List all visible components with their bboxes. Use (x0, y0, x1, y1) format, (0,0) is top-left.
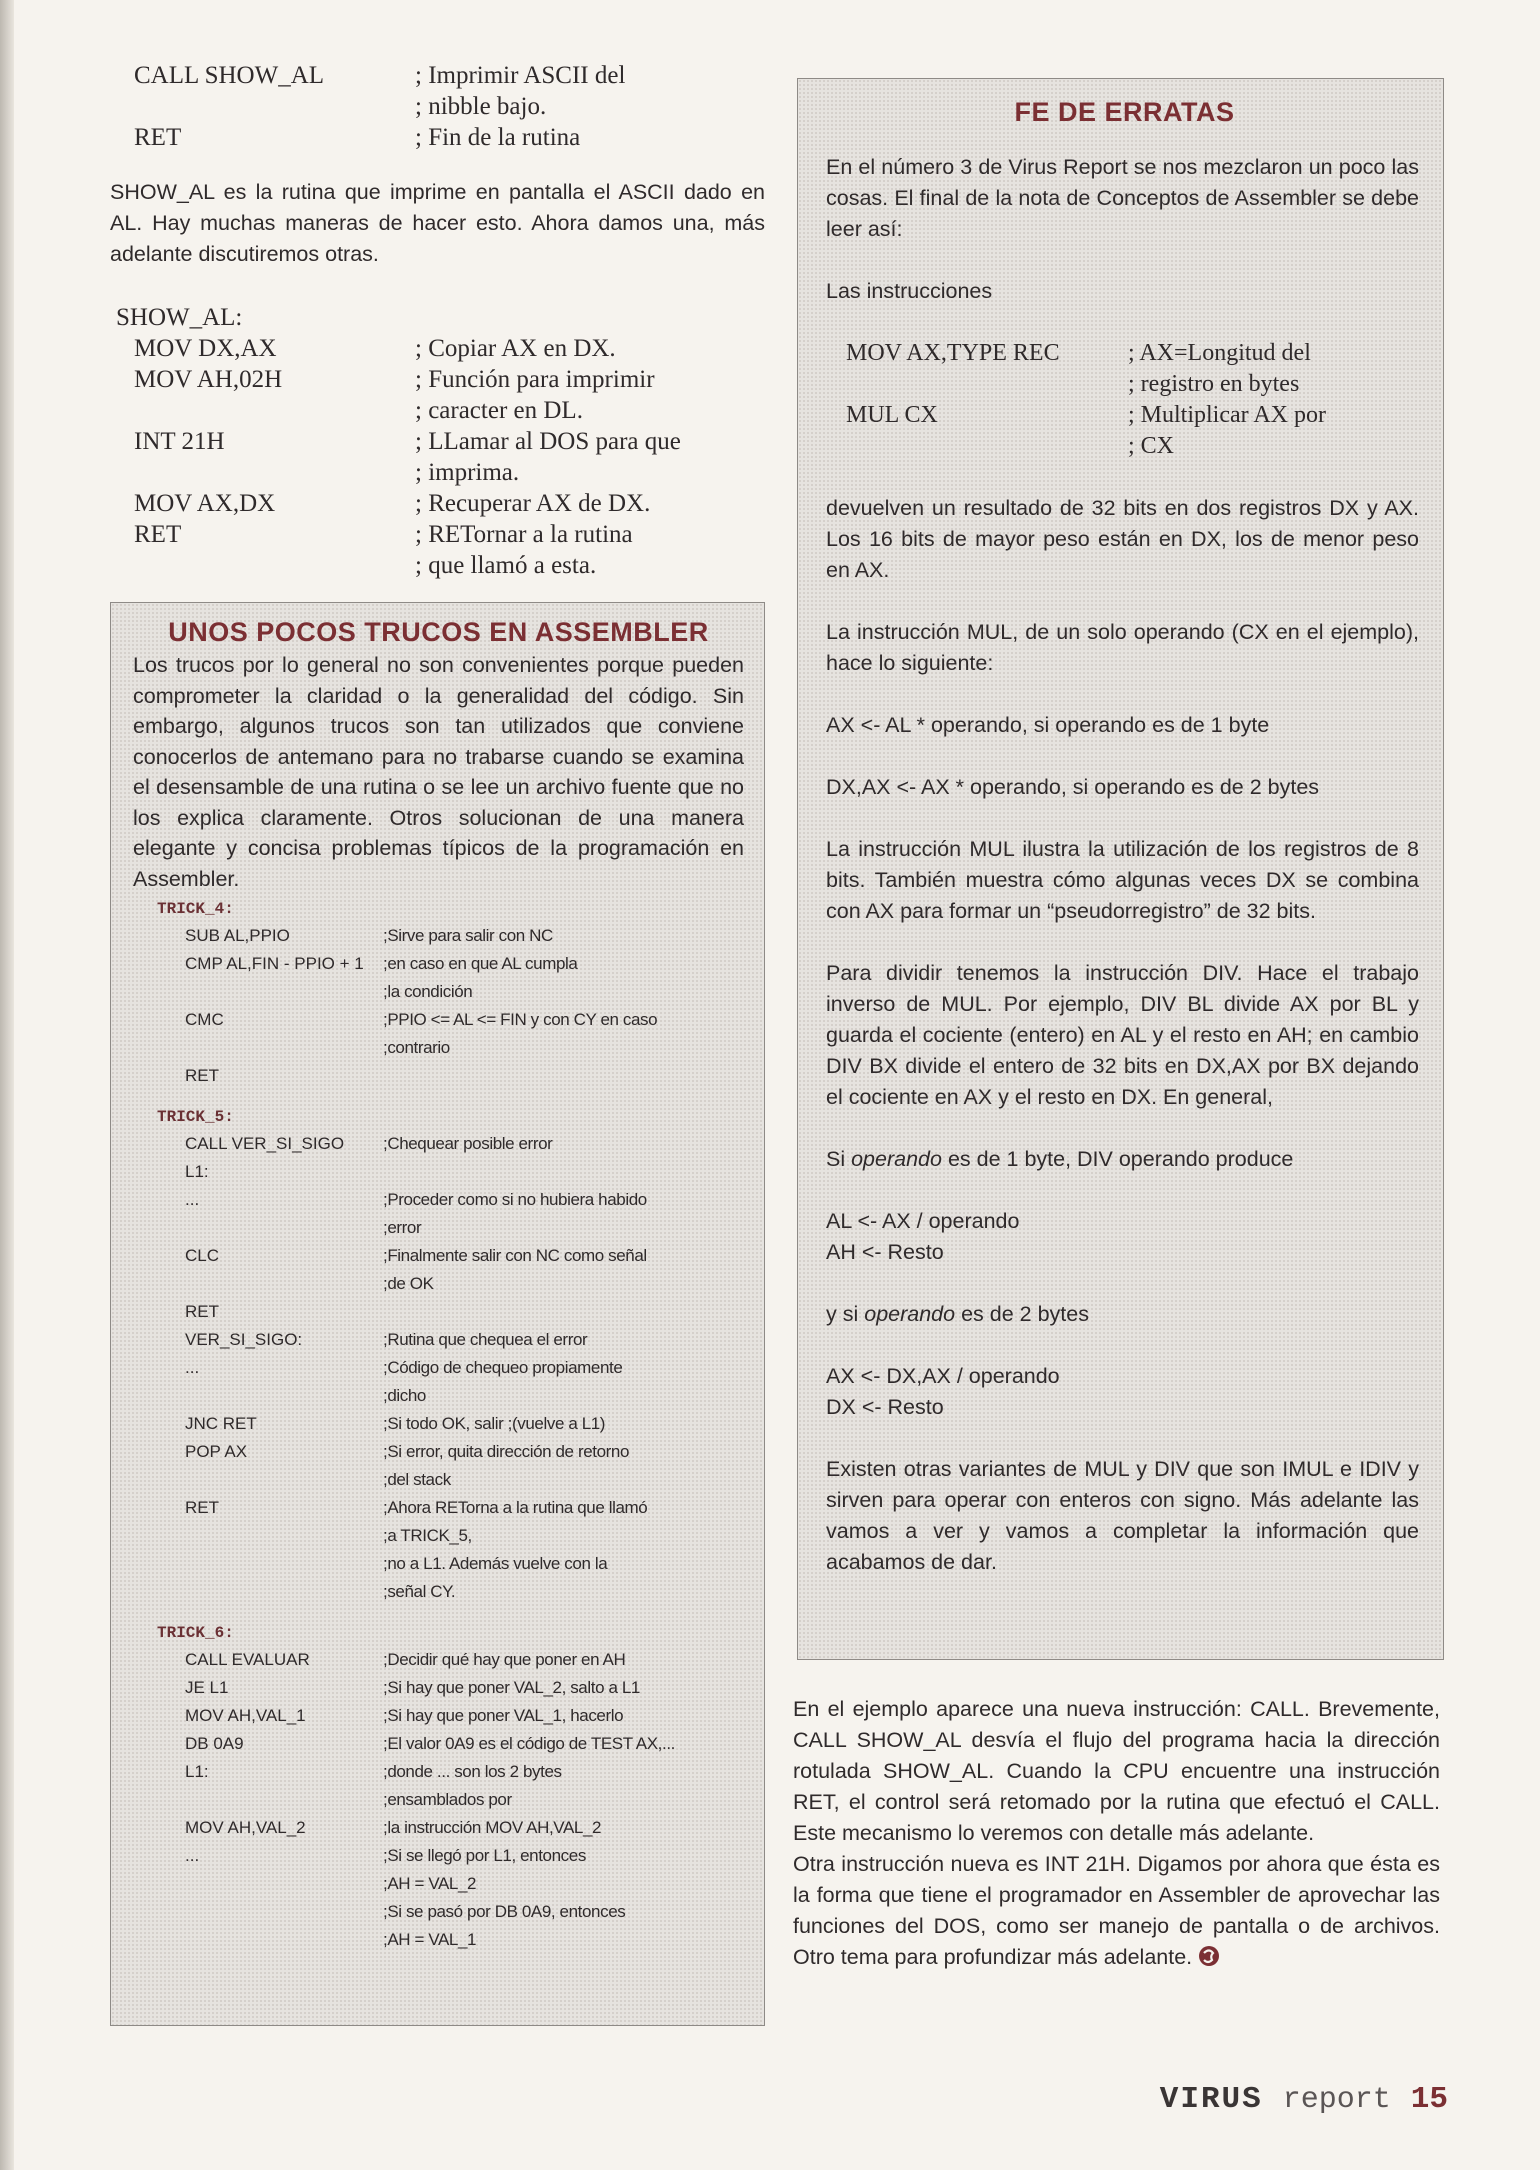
trick-instruction: JNC RET (185, 1414, 257, 1433)
errata-code-instruction (846, 369, 1128, 400)
trick-label: TRICK_6: (157, 1624, 234, 1642)
errata-p4: La instrucción MUL, de un solo operando (CX en el ejemplo), hace lo siguiente: (826, 620, 1419, 675)
errata-code-comment: ; AX=Longitud del (1128, 340, 1311, 366)
trick-code-row (133, 1730, 744, 1758)
trick-comment: ;no a L1. Además vuelve con la (383, 1554, 608, 1573)
errata-code-instruction (846, 431, 1128, 462)
trick-instruction: CALL EVALUAR (185, 1650, 310, 1669)
show-al-code-comment: ; caracter en DL. (415, 397, 583, 424)
trick-comment: ;error (383, 1218, 422, 1237)
top-code-comment: ; Fin de la rutina (415, 124, 581, 151)
show-al-code-instruction: MOV AH,02H (134, 366, 283, 393)
trick-code-row (133, 1646, 744, 1674)
page-binding-edge (0, 0, 14, 2170)
trick-code-row (133, 1062, 744, 1090)
trick-comment: ;Si hay que poner VAL_1, hacerlo (383, 1706, 624, 1725)
trick-comment: ;Ahora RETorna a la rutina que llamó (383, 1498, 648, 1517)
trick-code-row (133, 1270, 744, 1298)
trick-code-row (133, 1786, 744, 1814)
trick-code-row (133, 978, 744, 1006)
tricks-intro-text: Los trucos por lo general no son convenientes porque pueden comprometer la claridad o la generalidad del código. Sin embargo, algunos trucos son tan utilizados que conviene conocerlos de antemano para no trabarse cuando se examina el desensamble de una rutina o se lee un archivo fuente que no los explica claramente. Otros solucionan de una manera elegante y concisa problemas típicos de la programación en Assembler. (133, 653, 744, 891)
left-column (110, 60, 770, 581)
errata-code-comment: ; CX (1128, 433, 1175, 459)
show-al-code-comment: ; Copiar AX en DX. (415, 335, 616, 362)
show-al-code-instruction (110, 395, 415, 426)
trick-code-row (133, 1034, 744, 1062)
trick-comment: ;Rutina que chequea el error (383, 1330, 588, 1349)
trick-instruction: POP AX (185, 1442, 248, 1461)
trick-instruction (133, 1270, 383, 1298)
errata-p2: Las instrucciones (826, 279, 993, 303)
show-al-code-comment: ; LLamar al DOS para que (415, 428, 681, 455)
bottom-paragraph-1: En el ejemplo aparece una nueva instrucción: CALL. Brevemente, CALL SHOW_AL desvía el flujo del programa hacia la dirección rotulada SHOW_AL. Cuando la CPU encuentre una instrucción RET, el control será retomado por la rutina que efectuó el CALL. Este mecanismo lo veremos con detalle más adelante. (793, 1697, 1440, 1845)
trick-comment: ;Si todo OK, salir ;(vuelve a L1) (383, 1414, 606, 1433)
trick-comment (383, 1298, 753, 1326)
trick-instruction: RET (185, 1498, 219, 1517)
errata-p3: devuelven un resultado de 32 bits en dos registros DX y AX. Los 16 bits de mayor peso están en DX, los de menor peso en AX. (826, 496, 1419, 582)
errata-code-instruction: MUL CX (846, 402, 938, 428)
errata-code-comment: ; registro en bytes (1128, 371, 1300, 397)
trick-instruction: CMC (185, 1010, 224, 1029)
errata-p8-post: es de 2 bytes (955, 1302, 1089, 1326)
trick-instruction (133, 1466, 383, 1494)
trick-comment: ;Finalmente salir con NC como señal (383, 1246, 647, 1265)
trick-comment: ;Si error, quita dirección de retorno (383, 1442, 630, 1461)
errata-eq3: AL <- AX / operando (826, 1209, 1020, 1233)
trick-instruction: L1: (185, 1762, 209, 1781)
top-code-instruction: CALL SHOW_AL (134, 62, 325, 89)
end-of-article-icon (1198, 1945, 1220, 1967)
trick-instruction: ... (185, 1358, 200, 1377)
trick-code-row (133, 1578, 744, 1606)
trick-code-row (133, 1702, 744, 1730)
page-footer (1160, 2082, 1448, 2117)
show-al-code-instruction: RET (134, 521, 182, 548)
intro-text: SHOW_AL es la rutina que imprime en pantalla el ASCII dado en AL. Hay muchas maneras de hacer esto. Ahora damos una, más adelante discutiremos otras. (110, 180, 765, 266)
trick-code-row (133, 1006, 744, 1034)
trick-comment (383, 1158, 753, 1186)
trick-code-row (133, 1758, 744, 1786)
trick-instruction (133, 978, 383, 1006)
top-code-instruction: RET (134, 124, 182, 151)
errata-p6: Para dividir tenemos la instrucción DIV. Hace el trabajo inverso de MUL. Por ejemplo, DIV BL divide AX por BL y guarda el cociente (entero) en AL y el resto en AH; en cambio DIV BX divide el entero de 32 bits en DX,AX por BX dejando el cociente en AX y el resto en DX. En general, (826, 961, 1419, 1109)
trick-code-row (133, 1674, 744, 1702)
errata-p8 (826, 1299, 1419, 1330)
show-al-code-instruction: MOV AX,DX (134, 490, 276, 517)
trick-comment: ;donde ... son los 2 bytes (383, 1762, 562, 1781)
footer-brand: VIRUS (1159, 2082, 1263, 2117)
show-al-code-instruction: INT 21H (134, 428, 225, 455)
trick-instruction: SUB AL,PPIO (185, 926, 290, 945)
intro-paragraph (110, 177, 765, 270)
bottom-paragraph-2 (793, 1849, 1440, 1973)
trick-instruction: ... (185, 1846, 200, 1865)
trick-instruction (133, 1870, 383, 1898)
trick-code-row (133, 1410, 744, 1438)
trick-comment: ;Si se llegó por L1, entonces (383, 1846, 586, 1865)
trick-instruction: MOV AH,VAL_2 (185, 1818, 306, 1837)
trick-instruction (133, 1382, 383, 1410)
trick-instruction: MOV AH,VAL_1 (185, 1706, 306, 1725)
trick-comment: ;Decidir qué hay que poner en AH (383, 1650, 626, 1669)
errata-code-instruction: MOV AX,TYPE REC (846, 340, 1060, 366)
show-al-code-block (110, 333, 770, 581)
show-al-code-comment: ; Recuperar AX de DX. (415, 490, 651, 517)
trick-comment: ;Si se pasó por DB 0A9, entonces (383, 1902, 626, 1921)
trick-code-row (133, 950, 744, 978)
errata-p1: En el número 3 de Virus Report se nos mezclaron un poco las cosas. El final de la nota de Conceptos de Assembler se debe leer así: (826, 155, 1419, 241)
tricks-list (133, 900, 744, 1954)
trick-instruction: CLC (185, 1246, 220, 1265)
trick-code-row (133, 1842, 744, 1870)
trick-instruction: CMP AL,FIN - PPIO + 1 (185, 954, 364, 973)
errata-code-block (826, 338, 1419, 462)
trick-comment: ;AH = VAL_1 (383, 1930, 477, 1949)
trick-instruction (133, 1550, 383, 1578)
errata-eq4: AH <- Resto (826, 1240, 944, 1264)
bottom-paragraph-2-text: Otra instrucción nueva es INT 21H. Digamos por ahora que ésta es la forma que tiene el programador en Assembler de aprovechar las funciones del DOS, como ser manejo de pantalla o de archivos. Otro tema para profundizar más adelante. (793, 1852, 1440, 1969)
errata-eq6: DX <- Resto (826, 1395, 944, 1419)
trick-label: TRICK_4: (157, 900, 234, 918)
trick-comment: ;Proceder como si no hubiera habido (383, 1190, 647, 1209)
errata-p7-em: operando (851, 1147, 942, 1171)
trick-code-row (133, 1382, 744, 1410)
trick-comment: ;Sirve para salir con NC (383, 926, 553, 945)
errata-content (826, 152, 1419, 1578)
trick-code-row (133, 1354, 744, 1382)
trick-instruction: ... (185, 1190, 200, 1209)
show-al-code-instruction: MOV DX,AX (134, 335, 277, 362)
tricks-box-title: UNOS POCOS TRUCOS EN ASSEMBLER (168, 617, 709, 647)
trick-comment: ;Código de chequeo propiamente (383, 1358, 623, 1377)
trick-comment: ;ensamblados por (383, 1790, 512, 1809)
show-al-code-instruction (110, 457, 415, 488)
trick-comment: ;El valor 0A9 es el código de TEST AX,... (383, 1734, 675, 1753)
trick-instruction (133, 1522, 383, 1550)
trick-comment: ;dicho (383, 1386, 426, 1405)
trick-instruction (133, 1578, 383, 1606)
show-al-code-instruction (110, 550, 415, 581)
trick-code-row (133, 1494, 744, 1522)
trick-instruction: DB 0A9 (185, 1734, 244, 1753)
trick-code-row (133, 922, 744, 950)
trick-instruction: L1: (185, 1162, 209, 1181)
trick-code-row (133, 1242, 744, 1270)
errata-eq1: AX <- AL * operando, si operando es de 1 byte (826, 713, 1270, 737)
show-al-code-comment: ; RETornar a la rutina (415, 521, 633, 548)
trick-label: TRICK_5: (157, 1108, 234, 1126)
errata-p7 (826, 1144, 1419, 1175)
errata-p7-pre: Si (826, 1147, 852, 1171)
show-al-label: SHOW_AL: (116, 304, 243, 331)
show-al-code-comment: ; Función para imprimir (415, 366, 655, 393)
trick-comment: ;PPIO <= AL <= FIN y con CY en caso (383, 1010, 658, 1029)
trick-code-row (133, 1130, 744, 1158)
errata-box (797, 78, 1444, 1660)
errata-eq2: DX,AX <- AX * operando, si operando es de 2 bytes (826, 775, 1320, 799)
trick-code-row (133, 1926, 744, 1954)
trick-instruction (133, 1926, 383, 1954)
show-al-code-comment: ; que llamó a esta. (415, 552, 597, 579)
trick-code-row (133, 1550, 744, 1578)
trick-comment: ;a TRICK_5, (383, 1526, 472, 1545)
trick-instruction (133, 1898, 383, 1926)
errata-p8-em: operando (864, 1302, 956, 1326)
trick-comment: ;AH = VAL_2 (383, 1874, 477, 1893)
top-code-instruction (110, 91, 415, 122)
tricks-intro (133, 650, 744, 894)
trick-instruction: VER_SI_SIGO: (185, 1330, 303, 1349)
errata-code-comment: ; Multiplicar AX por (1128, 402, 1326, 428)
errata-p8-pre: y si (826, 1302, 865, 1326)
errata-box-title: FE DE ERRATAS (1014, 97, 1235, 127)
bottom-right-text (793, 1694, 1440, 1973)
trick-code-row (133, 1298, 744, 1326)
trick-instruction: CALL VER_SI_SIGO (185, 1134, 345, 1153)
trick-code-row (133, 1814, 744, 1842)
trick-instruction (133, 1034, 383, 1062)
trick-comment (383, 1062, 753, 1090)
trick-instruction (133, 1786, 383, 1814)
top-code-comment: ; nibble bajo. (415, 93, 547, 120)
trick-comment: ;contrario (383, 1038, 450, 1057)
show-al-code-comment: ; imprima. (415, 459, 520, 486)
trick-instruction: RET (185, 1302, 219, 1321)
trick-code-row (133, 1438, 744, 1466)
trick-code-row (133, 1522, 744, 1550)
errata-p5: La instrucción MUL ilustra la utilización de los registros de 8 bits. También muestra cómo algunas veces DX se combina con AX para formar un “pseudorregistro” de 32 bits. (826, 837, 1419, 923)
trick-code-row (133, 1214, 744, 1242)
trick-code-row (133, 1898, 744, 1926)
errata-p7-post: es de 1 byte, DIV operando produce (941, 1147, 1294, 1171)
trick-comment: ;Chequear posible error (383, 1134, 553, 1153)
trick-comment: ;Si hay que poner VAL_2, salto a L1 (383, 1678, 640, 1697)
trick-code-row (133, 1326, 744, 1354)
errata-p9: Existen otras variantes de MUL y DIV que son IMUL e IDIV y sirven para operar con enteros con signo. Más adelante las vamos a ver y vamos a completar la información que acabamos de dar. (826, 1457, 1419, 1574)
errata-eq5: AX <- DX,AX / operando (826, 1364, 1060, 1388)
trick-instruction (133, 1214, 383, 1242)
trick-code-row (133, 1466, 744, 1494)
page-number: 15 (1410, 2082, 1448, 2117)
trick-code-row (133, 1186, 744, 1214)
top-code-comment: ; Imprimir ASCII del (415, 62, 626, 89)
trick-code-row (133, 1870, 744, 1898)
trick-instruction: JE L1 (185, 1678, 229, 1697)
trick-comment: ;señal CY. (383, 1582, 456, 1601)
tricks-box (110, 602, 765, 2026)
trick-comment: ;en caso en que AL cumpla (383, 954, 578, 973)
trick-comment: ;del stack (383, 1470, 451, 1489)
trick-comment: ;de OK (383, 1274, 434, 1293)
top-code-block (110, 60, 770, 153)
trick-instruction: RET (185, 1066, 219, 1085)
footer-section: report (1282, 2083, 1391, 2117)
trick-comment: ;la instrucción MOV AH,VAL_2 (383, 1818, 602, 1837)
trick-comment: ;la condición (383, 982, 473, 1001)
trick-code-row (133, 1158, 744, 1186)
